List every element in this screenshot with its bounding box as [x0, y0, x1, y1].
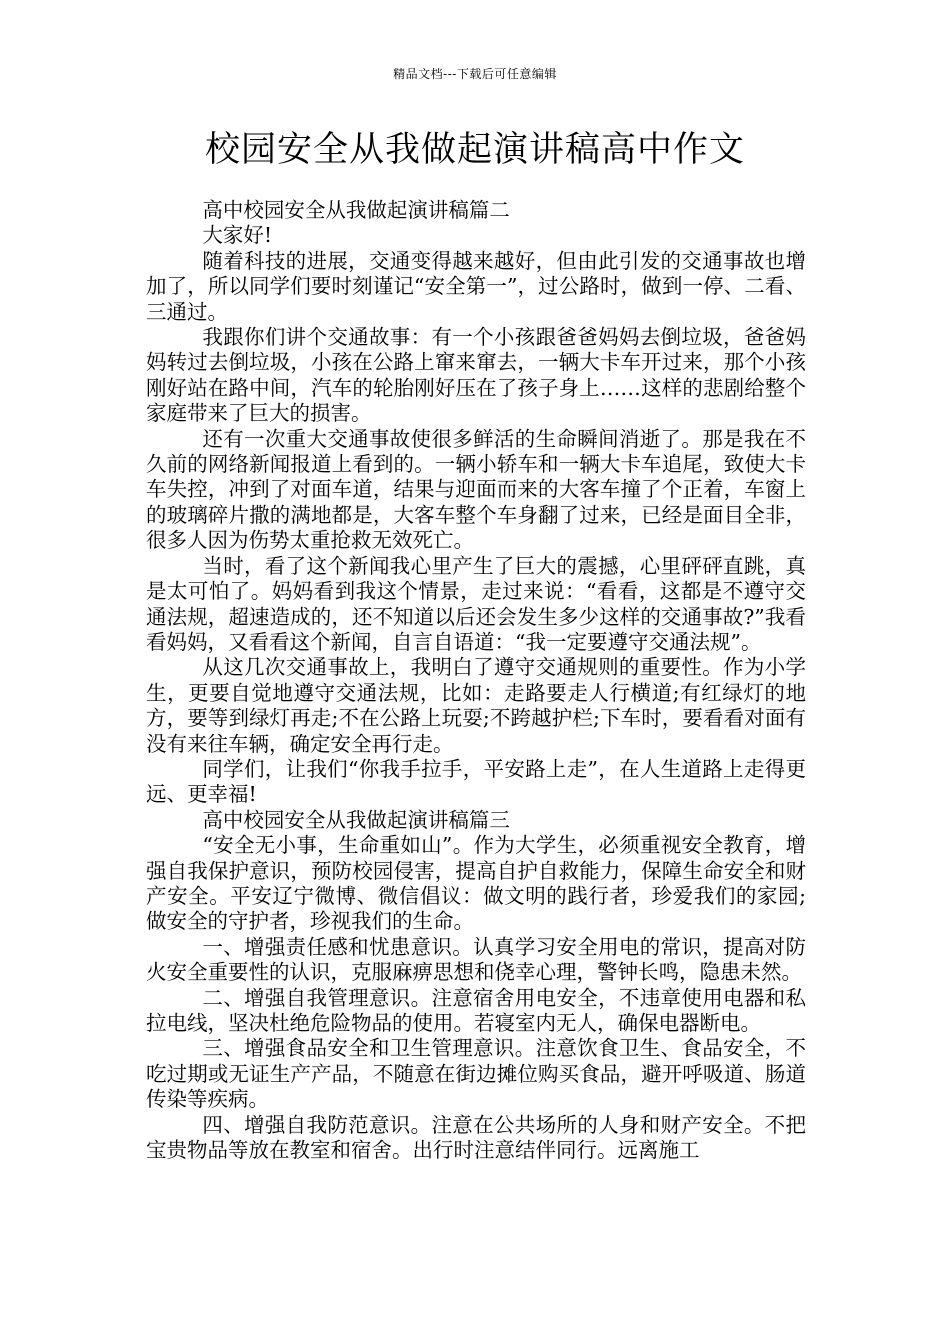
- paragraph: 二、增强自我管理意识。注意宿舍用电安全，不违章使用电器和私拉电线，坚决杜绝危险物品的使用。若寝室内无人，确保电器断电。: [146, 985, 806, 1035]
- paragraph: 我跟你们讲个交通故事：有一个小孩跟爸爸妈妈去倒垃圾，爸爸妈妈转过去倒垃圾，小孩在公路上窜来窜去，一辆大卡车开过来，那个小孩刚好站在路中间，汽车的轮胎刚好压在了孩子身上……这样的悲剧给整个家庭带来了巨大的损害。: [146, 325, 806, 426]
- document-body: [146, 198, 806, 1163]
- paragraph: 四、增强自我防范意识。注意在公共场所的人身和财产安全。不把宝贵物品等放在教室和宿舍。出行时注意结伴同行。远离施工: [146, 1112, 806, 1163]
- greeting: 大家好!: [202, 223, 273, 248]
- section-heading: 高中校园安全从我做起演讲稿篇二: [202, 198, 510, 222]
- paragraph: 随着科技的进展，交通变得越来越好，但由此引发的交通事故也增加了，所以同学们要时刻谨记“安全第一”，过公路时，做到一停、二看、三通过。: [146, 248, 806, 324]
- document-title: 校园安全从我做起演讲稿高中作文: [204, 130, 745, 170]
- paragraph: 一、增强责任感和忧患意识。认真学习安全用电的常识，提高对防火安全重要性的认识，克服麻痹思想和侥幸心理，警钟长鸣，隐患未然。: [146, 934, 806, 985]
- paragraph: 还有一次重大交通事故使很多鲜活的生命瞬间消逝了。那是我在不久前的网络新闻报道上看到的。一辆小轿车和一辆大卡车追尾，致使大卡车失控，冲到了对面车道，结果与迎面而来的大客车撞了个正着，车窗上的玻璃碎片撒的满地都是，大客车整个车身翻了过来，已经是面目全非，很多人因为伤势太重抢救无效死亡。: [146, 426, 806, 553]
- section-heading: 高中校园安全从我做起演讲稿篇三: [202, 807, 510, 832]
- paragraph: 当时，看了这个新闻我心里产生了巨大的震撼，心里砰砰直跳，真是太可怕了。妈妈看到我这个情景，走过来说：“看看，这都是不遵守交通法规，超速造成的，还不知道以后还会发生多少这样的交通事故?”我看看妈妈，又看看这个新闻，自言自语道：“我一定要遵守交通法规”。: [146, 553, 806, 654]
- paragraph: “安全无小事，生命重如山”。作为大学生，必须重视安全教育，增强自我保护意识，预防校园侵害，提高自护自救能力，保障生命安全和财产安全。平安辽宁微博、微信倡议：做文明的践行者，珍爱我们的家园;做安全的守护者，珍视我们的生命。: [146, 833, 806, 934]
- paragraph: 从这几次交通事故上，我明白了遵守交通规则的重要性。作为小学生，更要自觉地遵守交通法规，比如：走路要走人行横道;有红绿灯的地方，要等到绿灯再走;不在公路上玩耍;不跨越护栏;下车时，要看看对面有没有来往车辆，确定安全再行走。: [146, 655, 806, 756]
- header-note: 精品文档---下载后可任意编辑: [393, 67, 557, 81]
- paragraph: 三、增强食品安全和卫生管理意识。注意饮食卫生、食品安全，不吃过期或无证生产产品，不随意在街边摊位购买食品，避开呼吸道、肠道传染等疾病。: [146, 1036, 806, 1112]
- paragraph: 同学们，让我们“你我手拉手，平安路上走”，在人生道路上走得更远、更幸福!: [146, 756, 806, 807]
